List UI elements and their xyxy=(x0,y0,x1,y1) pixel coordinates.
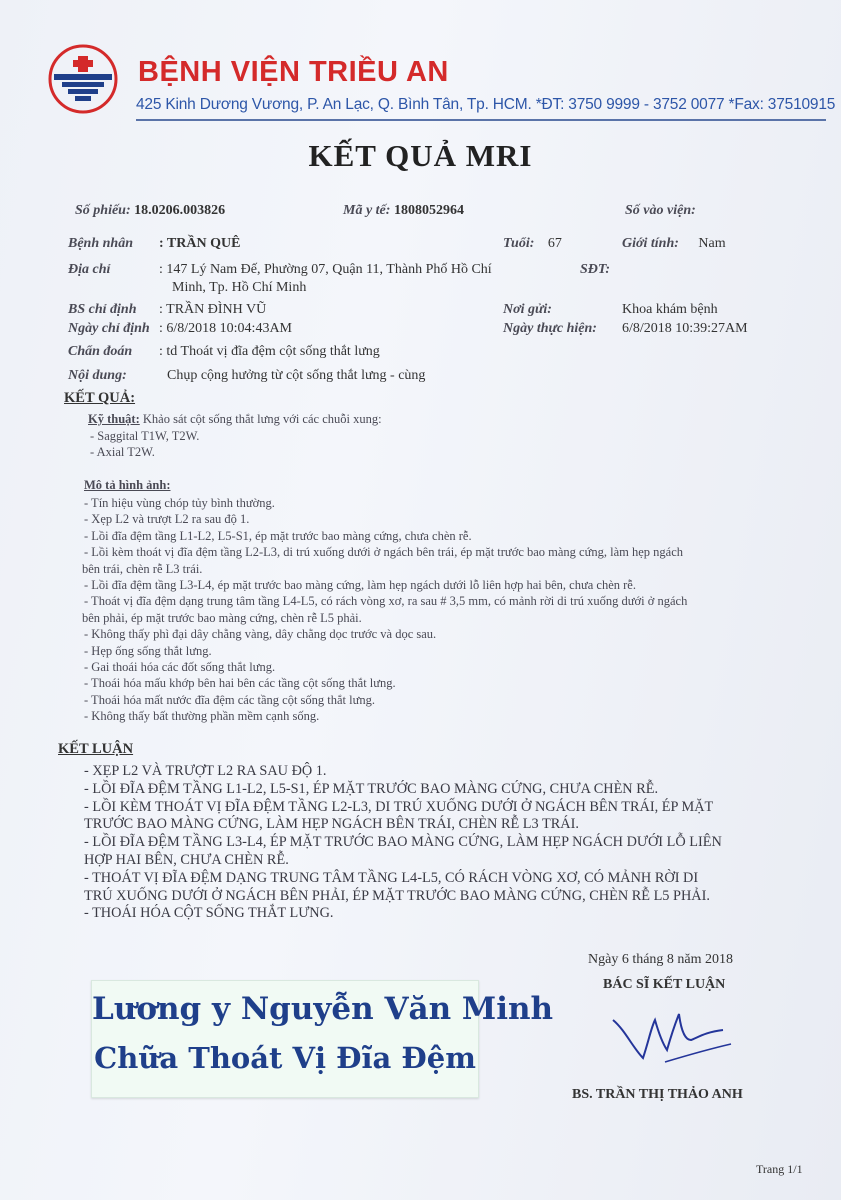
noi-dung-label: Nội dung: xyxy=(68,368,127,383)
technique-text: Khảo sát cột sống thắt lưng với các chuỗi xung: xyxy=(139,412,382,426)
dia-chi-label-field xyxy=(68,262,110,278)
so-phieu-value: 18.0206.003826 xyxy=(134,203,226,218)
description-line: - Lồi đĩa đệm tầng L1-L2, L5-S1, ép mặt trước bao màng cứng, chưa chèn rễ. xyxy=(84,528,472,543)
sticker-line1: Lương y Nguyễn Văn Minh xyxy=(92,991,554,1027)
description-heading: Mô tả hình ảnh: xyxy=(84,478,171,492)
noi-dung-value: Chụp cộng hưởng từ cột sống thắt lưng - cùng xyxy=(167,368,426,383)
description-line: bên phải, ép mặt trước bao màng cứng, chèn rễ L5 phải. xyxy=(82,610,362,625)
noi-gui-value: Khoa khám bệnh xyxy=(622,302,718,317)
noi-gui-label: Nơi gửi: xyxy=(503,302,552,317)
conclusion-heading: KẾT LUẬN xyxy=(58,741,134,757)
description-line: - Thoát vị đĩa đệm dạng trung tâm tầng L4-L5, có rách vòng xơ, ra sau # 3,5 mm, có mảnh rời di trú xuống dưới ở ngách xyxy=(84,594,688,609)
ma-yte-label: Mã y tế: xyxy=(343,203,391,218)
conclusion-line: - LỒI ĐĨA ĐỆM TẦNG L3-L4, ÉP MẶT TRƯỚC BAO MÀNG CỨNG, LÀM HẸP NGÁCH DƯỚI LỖ LIÊN xyxy=(84,834,722,851)
sticker-line2: Chữa Thoát Vị Đĩa Đệm xyxy=(94,1041,476,1075)
ngay-chi-dinh-value: : 6/8/2018 10:04:43AM xyxy=(159,321,293,336)
ma-yte-field xyxy=(343,203,464,219)
tuoi-label: Tuổi: xyxy=(503,236,535,251)
page-number: Trang 1/1 xyxy=(756,1162,803,1176)
ngay-chi-dinh-label: Ngày chỉ định xyxy=(68,321,150,336)
description-line: - Xẹp L2 và trượt L2 ra sau độ 1. xyxy=(84,512,250,527)
so-phieu-label: Số phiếu: xyxy=(75,203,131,218)
description-line: - Lồi đĩa đệm tầng L3-L4, ép mặt trước bao màng cứng, làm hẹp ngách dưới lỗ liên hợp hai bên, chưa chèn rễ. xyxy=(84,578,636,593)
noi-gui-field xyxy=(503,302,552,318)
gioi-tinh-value: Nam xyxy=(698,236,726,251)
benh-nhan-label-field xyxy=(68,236,133,252)
gioi-tinh-label: Giới tính: xyxy=(622,236,679,251)
benh-nhan-label: Bệnh nhân xyxy=(68,236,133,251)
conclusion-line: - THOÁI HÓA CỘT SỐNG THẮT LƯNG. xyxy=(84,905,334,922)
description-list xyxy=(84,495,687,725)
description-line: - Thoái hóa mấu khớp bên hai bên các tầng cột sống thắt lưng. xyxy=(84,676,396,691)
dia-chi-value-line2: Minh, Tp. Hồ Chí Minh xyxy=(172,280,307,295)
conclusion-line: - THOÁT VỊ ĐĨA ĐỆM DẠNG TRUNG TÂM TẦNG L4-L5, CÓ RÁCH VÒNG XƠ, CÓ MẢNH RỜI DI xyxy=(84,869,699,886)
technique-block xyxy=(88,411,382,427)
description-line: - Thoái hóa mất nước đĩa đệm các tầng cột sống thắt lưng. xyxy=(84,692,376,707)
results-heading: KẾT QUẢ: xyxy=(64,390,136,406)
ngay-thuc-hien-field xyxy=(503,321,597,337)
advertisement-sticker xyxy=(91,980,554,1098)
gioi-tinh-field xyxy=(622,236,726,252)
signature-title: BÁC SĨ KẾT LUẬN xyxy=(603,977,726,992)
technique-item: - Axial T2W. xyxy=(90,445,155,460)
so-phieu-field xyxy=(75,203,225,219)
description-line: - Không thấy bất thường phần mềm cạnh sống. xyxy=(84,709,320,724)
hospital-name: BỆNH VIỆN TRIỀU AN xyxy=(138,56,449,88)
technique-items xyxy=(90,428,199,461)
technique-item: - Saggital T1W, T2W. xyxy=(90,429,200,443)
document-title: KẾT QUẢ MRI xyxy=(308,138,533,173)
ngay-chi-dinh-label-field xyxy=(68,321,150,337)
ngay-thuc-hien-value: 6/8/2018 10:39:27AM xyxy=(622,321,748,336)
hospital-logo-icon xyxy=(48,44,118,114)
conclusion-line: TRÚ XUỐNG DƯỚI Ở NGÁCH BÊN PHẢI, ÉP MẶT TRƯỚC BAO MÀNG CỨNG, CHÈN RỄ L5 PHẢI. xyxy=(84,887,710,904)
description-line: - Lồi kèm thoát vị đĩa đệm tầng L2-L3, di trú xuống dưới ở ngách bên trái, ép mặt trước bao màng cứng, làm hẹp ngách xyxy=(84,545,684,560)
technique-line xyxy=(88,411,382,427)
bs-chi-dinh-label: BS chỉ định xyxy=(68,302,137,317)
handwritten-signature xyxy=(605,1000,735,1070)
description-line: bên trái, chèn rễ L3 trái. xyxy=(82,561,203,576)
sdt-field xyxy=(580,262,610,278)
conclusion-list xyxy=(84,763,722,923)
description-line: - Gai thoái hóa các đốt sống thắt lưng. xyxy=(84,660,276,675)
description-line: - Tín hiệu vùng chóp tủy bình thường. xyxy=(84,496,275,510)
chan-doan-value: : td Thoát vị đĩa đệm cột sống thắt lưng xyxy=(159,344,380,359)
sdt-label: SĐT: xyxy=(580,262,611,277)
chan-doan-label-field xyxy=(68,344,132,360)
benh-nhan-value: : TRẦN QUÊ xyxy=(159,236,241,251)
conclusion-line: HỢP HAI BÊN, CHƯA CHÈN RỄ. xyxy=(84,851,289,868)
description-line: - Hẹp ống sống thắt lưng. xyxy=(84,643,212,658)
signature-date: Ngày 6 tháng 8 năm 2018 xyxy=(588,952,734,967)
description-line: - Không thấy phì đại dây chằng vàng, dây chằng dọc trước và dọc sau. xyxy=(84,627,437,642)
ma-yte-value: 1808052964 xyxy=(393,203,464,218)
description-heading-block xyxy=(84,477,170,493)
conclusion-line: - LỒI ĐĨA ĐỆM TẦNG L1-L2, L5-S1, ÉP MẶT TRƯỚC BAO MÀNG CỨNG, CHƯA CHÈN RỄ. xyxy=(84,780,659,797)
chan-doan-label: Chẩn đoán xyxy=(68,344,133,359)
bs-chi-dinh-label-field xyxy=(68,302,136,318)
conclusion-line: TRƯỚC BAO MÀNG CỨNG, LÀM HẸP NGÁCH BÊN TRÁI, CHÈN RỄ L3 TRÁI. xyxy=(84,816,579,833)
tuoi-value: 67 xyxy=(547,236,562,251)
conclusion-line: - XẸP L2 VÀ TRƯỢT L2 RA SAU ĐỘ 1. xyxy=(84,763,327,779)
tuoi-field xyxy=(503,236,562,252)
bs-chi-dinh-value: : TRẦN ĐÌNH VŨ xyxy=(159,302,267,317)
doctor-name: BS. TRẦN THỊ THẢO ANH xyxy=(572,1087,743,1102)
technique-label: Kỹ thuật: xyxy=(88,412,140,426)
so-vao-vien-field xyxy=(625,203,696,219)
dia-chi-value-line1: : 147 Lý Nam Đế, Phường 07, Quận 11, Thành Phố Hồ Chí xyxy=(159,262,492,277)
header-divider xyxy=(136,119,826,121)
ngay-thuc-hien-label: Ngày thực hiện: xyxy=(503,321,597,336)
conclusion-line: - LỒI KÈM THOÁT VỊ ĐĨA ĐỆM TẦNG L2-L3, DI TRÚ XUỐNG DƯỚI Ở NGÁCH BÊN TRÁI, ÉP MẶT xyxy=(84,798,714,815)
noi-dung-label-field xyxy=(68,368,127,384)
hospital-address: 425 Kinh Dương Vương, P. An Lạc, Q. Bình Tân, Tp. HCM. *ĐT: 3750 9999 - 3752 0077 *Fax: 37510915 xyxy=(136,96,836,113)
so-vao-vien-label: Số vào viện: xyxy=(625,203,696,218)
dia-chi-label: Địa chỉ xyxy=(68,262,111,277)
